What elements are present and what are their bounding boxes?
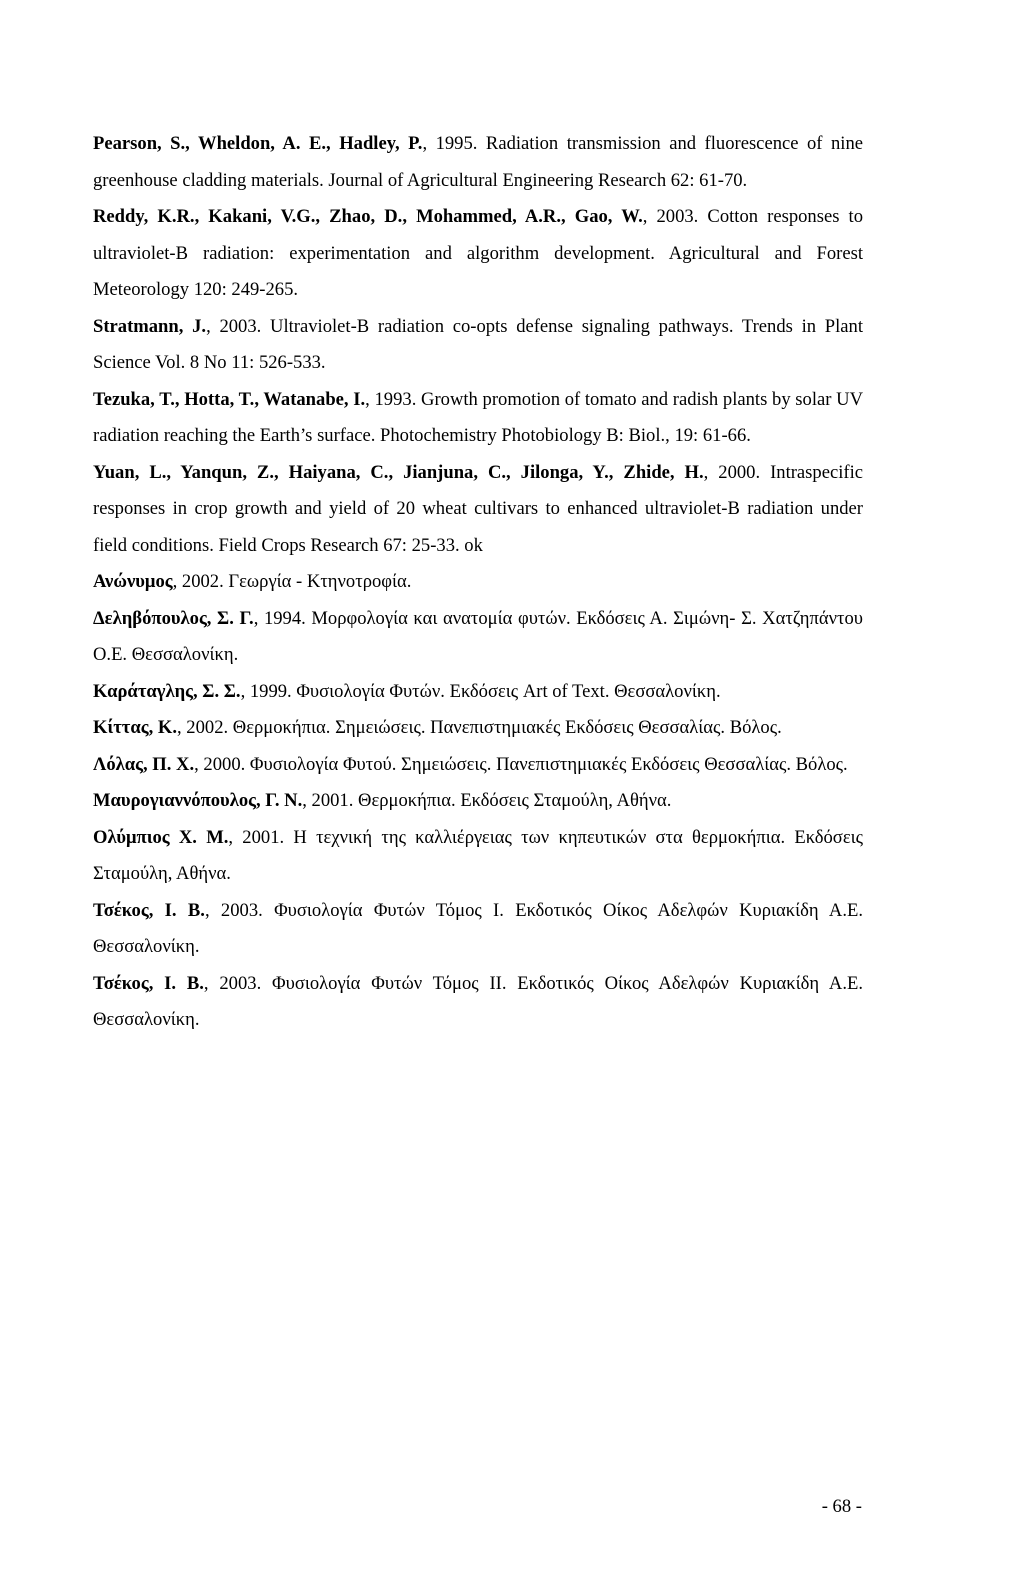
reference-entry [93, 783, 863, 820]
reference-text: , 2002. Θερμοκήπια. Σημειώσεις. Πανεπιστημιακές Εκδόσεις Θεσσαλίας. Βόλος. [177, 717, 782, 738]
reference-authors: Τσέκος, Ι. Β. [93, 972, 204, 994]
reference-authors: Pearson, S., Wheldon, A. E., Hadley, P. [93, 133, 423, 154]
reference-entry [93, 199, 863, 309]
reference-text: , 2002. Γεωργία - Κτηνοτροφία. [172, 571, 412, 592]
reference-text: , 1999. Φυσιολογία Φυτών. Εκδόσεις Art of Text. Θεσσαλονίκη. [240, 680, 721, 702]
reference-authors: Ολύμπιος Χ. Μ. [93, 826, 229, 848]
reference-entry [93, 309, 863, 382]
reference-authors: Reddy, K.R., Kakani, V.G., Zhao, D., Mohammed, A.R., Gao, W. [93, 206, 643, 227]
reference-text: , 2003. Cotton responses to ultraviolet-B radiation: experimentation and algorithm development. Agricultural and Forest Meteorology 120: 249-265. [93, 206, 864, 300]
reference-text: , 2003. Ultraviolet-B radiation co-opts defense signaling pathways. Trends in Plant Science Vol. 8 No 11: 526-533. [93, 315, 864, 373]
reference-authors: Yuan, L., Yanqun, Z., Haiyana, C., Jianjuna, C., Jilonga, Y., Zhide, H. [93, 461, 704, 483]
reference-text: , 2001. Η τεχνική της καλλιέργειας των κηπευτικών στα θερμοκήπια. Εκδόσεις Σταμούλη, Αθήνα. [93, 826, 863, 884]
reference-text: , 2000. Φυσιολογία Φυτού. Σημειώσεις. Πανεπιστημιακές Εκδόσεις Θεσσαλίας. Βόλος. [194, 753, 848, 775]
reference-authors: Ανώνυμος [93, 571, 173, 592]
reference-text: , 1995. Radiation transmission and fluorescence of nine greenhouse cladding materials. Journal of Agricultural Engineering Research 62: 61-70. [93, 133, 863, 191]
reference-entry [93, 674, 863, 711]
reference-text: , 2003. Φυσιολογία Φυτών Τόμος Ι. Εκδοτικός Οίκος Αδελφών Κυριακίδη Α.Ε. Θεσσαλονίκη. [93, 899, 863, 957]
reference-entry [93, 710, 863, 747]
reference-entry [93, 382, 863, 455]
reference-authors: Τσέκος, Ι. Β. [93, 899, 205, 921]
reference-text: , 1993. Growth promotion of tomato and radish plants by solar UV radiation reaching the Earth’s surface. Photochemistry Photobiology B: Biol., 19: 61-66. [93, 388, 864, 446]
reference-entry [93, 747, 863, 784]
reference-entry [93, 966, 863, 1039]
reference-authors: Λόλας, Π. Χ. [93, 753, 195, 775]
reference-entry [93, 455, 863, 565]
reference-authors: Καράταγλης, Σ. Σ. [93, 680, 241, 702]
reference-text: , 2001. Θερμοκήπια. Εκδόσεις Σταμούλη, Αθήνα. [302, 790, 672, 811]
reference-list [93, 126, 863, 1039]
reference-entry [93, 820, 863, 893]
reference-entry [93, 893, 863, 966]
reference-entry [93, 601, 863, 674]
reference-authors: Μαυρογιαννόπουλος, Γ. Ν. [93, 790, 303, 811]
reference-text: , 2003. Φυσιολογία Φυτών Τόμος ΙΙ. Εκδοτικός Οίκος Αδελφών Κυριακίδη Α.Ε. Θεσσαλονίκη. [93, 972, 863, 1030]
page-number: - 68 - [821, 1496, 862, 1517]
reference-authors: Tezuka, T., Hotta, T., Watanabe, I. [93, 388, 366, 410]
reference-text: , 1994. Μορφολογία και ανατομία φυτών. Εκδόσεις Α. Σιμώνη- Σ. Χατζηπάντου Ο.Ε. Θεσσαλονίκη. [93, 607, 864, 665]
reference-entry [93, 126, 863, 199]
reference-authors: Δεληβόπουλος, Σ. Γ. [93, 607, 254, 629]
reference-text: , 2000. Intraspecific responses in crop growth and yield of 20 wheat cultivars to enhanced ultraviolet-B radiation under field conditions. Field Crops Research 67: 25-33. ok [93, 461, 863, 556]
reference-entry [93, 564, 863, 601]
reference-authors: Stratmann, J. [93, 315, 207, 337]
reference-authors: Κίττας, Κ. [93, 717, 177, 738]
